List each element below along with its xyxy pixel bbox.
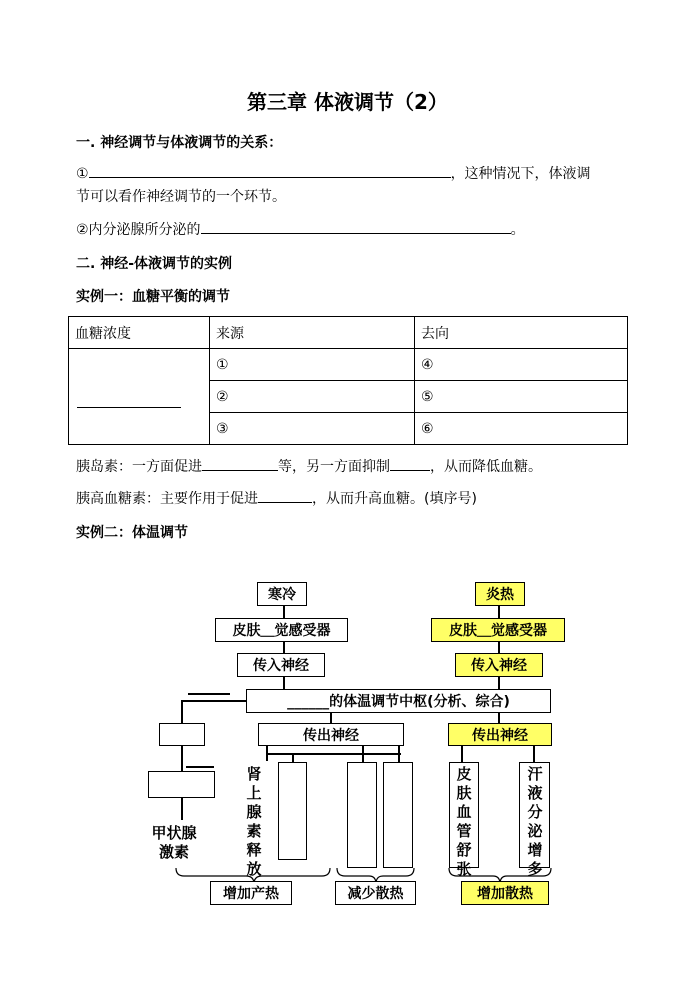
insulin-text-a: 胰岛素：一方面促进 <box>76 459 202 475</box>
table-header: 血糖浓度 <box>69 317 210 349</box>
section1-heading: 一. 神经调节与体液调节的关系： <box>76 135 283 151</box>
page-title: 第三章 体液调节（2） <box>247 90 448 114</box>
insulin-text-c: ，从而降低血糖。 <box>430 459 542 475</box>
sweat-label: 汗液分泌增多 <box>527 765 543 878</box>
section1-item1-line2: 节可以看作神经调节的一个环节。 <box>76 189 286 205</box>
hot-stimulus-box: 炎热 <box>475 582 525 606</box>
thermoregulation-center-box: ______的体温调节中枢(分析、综合) <box>246 689 551 713</box>
example2-heading: 实例二：体温调节 <box>76 525 188 541</box>
cold-receptor-box: 皮肤＿觉感受器 <box>215 618 348 642</box>
vasodilation-label: 皮肤血管舒张 <box>456 765 472 878</box>
cold-afferent-box: 传入神经 <box>237 653 325 677</box>
reduce-heat-loss-box: 减少散热 <box>335 881 416 905</box>
table-header: 去向 <box>415 317 628 349</box>
sink-cell: ⑥ <box>415 413 628 445</box>
cold-stimulus-box: 寒冷 <box>257 582 307 606</box>
table-header: 来源 <box>210 317 415 349</box>
glucagon-text-a: 胰高血糖素：主要作用于促进 <box>76 491 258 507</box>
thyroid-hormone-label: 甲状腺激素 <box>151 824 197 861</box>
hot-afferent-box: 传入神经 <box>455 653 543 677</box>
hot-receptor-box: 皮肤＿觉感受器 <box>431 618 565 642</box>
increase-heat-loss-box: 增加散热 <box>461 881 549 905</box>
item1-suffix: ，这种情况下，体液调 <box>450 166 591 182</box>
item2-suffix: 。 <box>510 222 525 238</box>
item2-prefix: ②内分泌腺所分泌的 <box>76 222 201 238</box>
source-cell: ① <box>210 349 415 381</box>
increase-heat-box: 增加产热 <box>210 881 292 905</box>
section2-heading: 二. 神经-体液调节的实例 <box>76 256 233 272</box>
item1-prefix: ① <box>76 166 89 182</box>
cold-efferent-box: 传出神经 <box>258 723 404 746</box>
example1-heading: 实例一：血糖平衡的调节 <box>76 289 230 305</box>
sink-cell: ⑤ <box>415 381 628 413</box>
sink-cell: ④ <box>415 349 628 381</box>
insulin-text-b: 等，另一方面抑制 <box>278 459 390 475</box>
glucagon-text-b: ，从而升高血糖。(填序号) <box>312 491 477 507</box>
source-cell: ③ <box>210 413 415 445</box>
hot-efferent-box: 传出神经 <box>448 723 552 746</box>
adrenal-label: 肾上腺素释放 <box>246 765 262 878</box>
source-cell: ② <box>210 381 415 413</box>
